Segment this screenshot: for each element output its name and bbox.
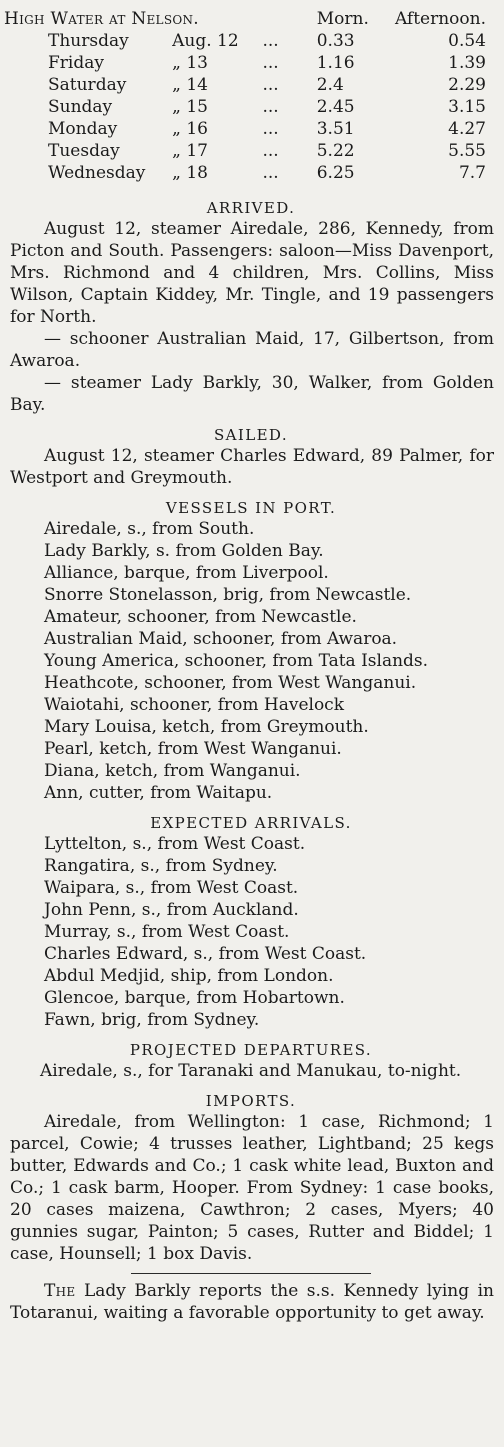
projected-departure-item: Airedale, s., for Taranaki and Manukau, to-night.: [40, 1061, 462, 1081]
tide-row: [4, 162, 496, 184]
imports-text: Airedale, from Wellington: 1 case, Richmond; 1 parcel, Cowie; 4 trusses leather, Lightband; 25 kegs butter, Edwards and Co.; 1 cask white lead, Buxton and Co.; 1 cask barm, Hooper. From Sydney: 1 case books, 20 cases maizena, Cawthron; 2 cases, Myers; 40 gunnies sugar, Painton; 5 cases, Rutter and Biddel; 1 case, Hounsell; 1 box Davis.: [10, 1112, 494, 1264]
list-item: Snorre Stonelasson, brig, from Newcastle.: [44, 585, 412, 605]
tide-afternoon: 5.55: [448, 141, 486, 161]
sailed-entry: August 12, steamer Charles Edward, 89 Palmer, for Westport and Greymouth.: [10, 446, 494, 488]
shipping-note: [4, 1280, 498, 1324]
list-item: Airedale, s., from South.: [44, 519, 255, 539]
tide-morning: 5.22: [316, 141, 355, 161]
tide-table-header: [4, 8, 496, 30]
list-item: Pearl, ketch, from West Wanganui.: [44, 739, 342, 759]
list-item: Lyttelton, s., from West Coast.: [44, 834, 306, 854]
expected-arrivals-heading: EXPECTED ARRIVALS.: [150, 814, 352, 832]
tide-day: Friday: [48, 53, 104, 73]
list-item: Heathcote, schooner, from West Wanganui.: [44, 673, 417, 693]
list-item: Rangatira, s., from Sydney.: [44, 856, 278, 876]
tide-date: „ 16: [172, 119, 208, 139]
tide-morning: 6.25: [316, 163, 355, 183]
projected-departures-heading: PROJECTED DEPARTURES.: [129, 1041, 373, 1059]
arrived-entry: August 12, steamer Airedale, 286, Kennedy, from Picton and South. Passengers: saloon—Miss Davenport, Mrs. Richmond and 4 children, Mrs. Collins, Miss Wilson, Captain Kiddey, Mr. Tingle, and 19 passengers for North.: [10, 219, 494, 327]
tide-leader: ...: [262, 119, 279, 139]
shipping-note-text: Lady Barkly reports the s.s. Kennedy lying in Totaranui, waiting a favorable opportunity to get away.: [10, 1281, 494, 1323]
tide-morning-header: Morn.: [316, 9, 369, 29]
tide-day: Thursday: [48, 31, 129, 51]
tide-row: [4, 140, 496, 162]
tide-morning: 0.33: [316, 31, 355, 51]
tide-morning: 2.45: [316, 97, 355, 117]
arrived-entry: — steamer Lady Barkly, 30, Walker, from Golden Bay.: [10, 373, 494, 415]
vessels-in-port-heading: VESSELS IN PORT.: [165, 499, 337, 517]
tide-date: „ 14: [172, 75, 208, 95]
tide-afternoon-header: Afternoon.: [394, 9, 486, 29]
tide-day: Monday: [48, 119, 118, 139]
list-item: Waiotahi, schooner, from Havelock: [44, 695, 344, 715]
vessels-in-port-list: [4, 518, 498, 804]
arrived-heading: ARRIVED.: [206, 199, 296, 217]
tide-date: „ 18: [172, 163, 208, 183]
list-item: Fawn, brig, from Sydney.: [44, 1010, 260, 1030]
tide-date: Aug. 12: [172, 31, 239, 51]
list-item: Australian Maid, schooner, from Awaroa.: [44, 629, 398, 649]
tide-morning: 2.4: [316, 75, 344, 95]
tide-table: [4, 8, 496, 184]
tide-afternoon: 4.27: [448, 119, 486, 139]
tide-day: Saturday: [48, 75, 127, 95]
list-item: Abdul Medjid, ship, from London.: [44, 966, 334, 986]
tide-date: „ 13: [172, 53, 208, 73]
tide-afternoon: 2.29: [448, 75, 486, 95]
expected-arrivals-list: [4, 833, 498, 1031]
projected-departures-section: [4, 1040, 498, 1082]
tide-date: „ 15: [172, 97, 208, 117]
tide-row: [4, 52, 496, 74]
list-item: Murray, s., from West Coast.: [44, 922, 290, 942]
tide-day: Tuesday: [48, 141, 120, 161]
list-item: Glencoe, barque, from Hobartown.: [44, 988, 345, 1008]
list-item: Alliance, barque, from Liverpool.: [44, 563, 329, 583]
arrived-section: [4, 198, 498, 416]
tide-row: [4, 30, 496, 52]
imports-heading: IMPORTS.: [205, 1092, 297, 1110]
tide-afternoon: 0.54: [448, 31, 486, 51]
list-item: Amateur, schooner, from Newcastle.: [44, 607, 357, 627]
list-item: Ann, cutter, from Waitapu.: [44, 783, 273, 803]
imports-section: [4, 1091, 498, 1265]
tide-leader: ...: [262, 75, 279, 95]
list-item: John Penn, s., from Auckland.: [44, 900, 299, 920]
list-item: Charles Edward, s., from West Coast.: [44, 944, 367, 964]
shipping-note-lead: The: [44, 1281, 76, 1301]
list-item: Mary Louisa, ketch, from Greymouth.: [44, 717, 369, 737]
tide-leader: ...: [262, 31, 279, 51]
tide-morning: 1.16: [316, 53, 355, 73]
tide-leader: ...: [262, 141, 279, 161]
tide-row: [4, 74, 496, 96]
expected-arrivals-section: [4, 813, 498, 1031]
tide-leader: ...: [262, 97, 279, 117]
tide-day: Sunday: [48, 97, 113, 117]
sailed-section: [4, 425, 498, 489]
list-item: Waipara, s., from West Coast.: [44, 878, 299, 898]
vessels-in-port-section: [4, 498, 498, 804]
tide-leader: ...: [262, 163, 279, 183]
list-item: Young America, schooner, from Tata Islands.: [44, 651, 429, 671]
tide-table-title: High Water at Nelson.: [4, 9, 199, 29]
tide-afternoon: 1.39: [448, 53, 486, 73]
list-item: Lady Barkly, s. from Golden Bay.: [44, 541, 324, 561]
tide-morning: 3.51: [316, 119, 355, 139]
tide-row: [4, 96, 496, 118]
tide-day: Wednesday: [48, 163, 146, 183]
tide-afternoon: 7.7: [458, 163, 486, 183]
sailed-heading: SAILED.: [213, 426, 288, 444]
tide-leader: ...: [262, 53, 279, 73]
tide-row: [4, 118, 496, 140]
section-divider: [131, 1273, 371, 1274]
tide-date: „ 17: [172, 141, 208, 161]
tide-afternoon: 3.15: [448, 97, 486, 117]
arrived-entry: — schooner Australian Maid, 17, Gilbertson, from Awaroa.: [10, 329, 494, 371]
list-item: Diana, ketch, from Wanganui.: [44, 761, 301, 781]
